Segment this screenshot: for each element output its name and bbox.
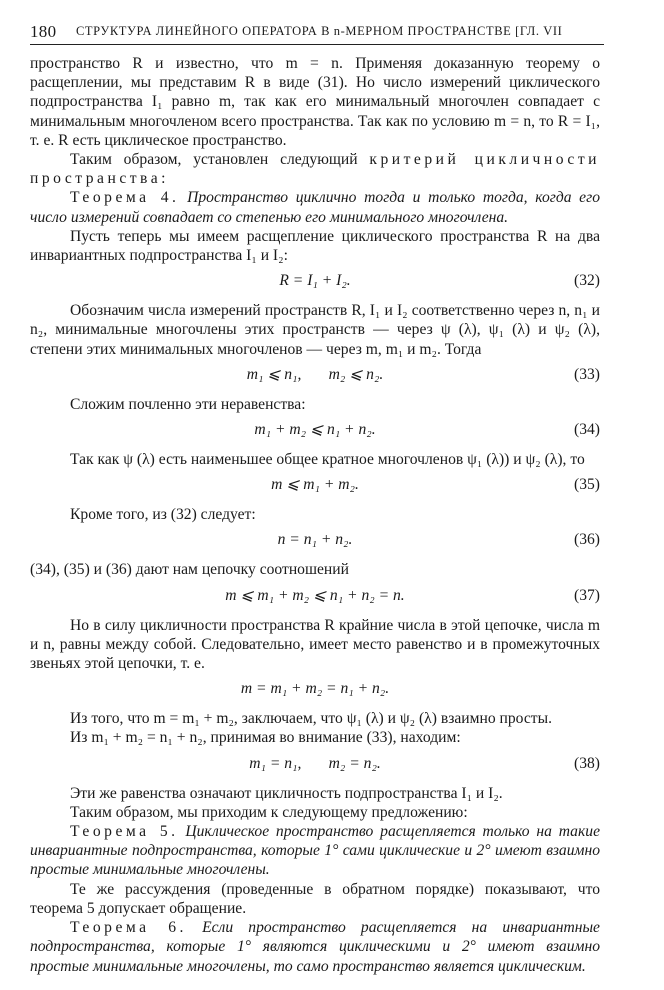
paragraph-9: Но в силу цикличности пространства R крайние числа в этой цепочке, числа m и n, равны между собой. Следовательно, имеет место равенство и в промежуточных звеньях этой цепочки, т. е. xyxy=(30,616,600,673)
paragraph-11: Из m₁ + m₂ = n₁ + n₂, принимая во внимание (33), находим: xyxy=(70,729,461,747)
paragraph-14: Те же рассуждения (проведенные в обратном порядке) показывают, что теорема 5 допускает обращение. xyxy=(30,880,600,917)
equation-number: (33) xyxy=(574,365,600,383)
paragraph-12: Эти же равенства означают цикличность подпространства I₁ и I₂. xyxy=(70,784,503,802)
header-rule xyxy=(30,44,604,45)
paragraph-13: Таким образом, мы приходим к следующему предложению: xyxy=(70,803,468,821)
equation-36 xyxy=(30,528,600,554)
equation-formula: m₁ ⩽ n₁, m₂ ⩽ n₂. xyxy=(246,365,384,383)
theorem-4-label: Теорема 4. xyxy=(70,189,180,207)
paragraph-1: пространство R и известно, что m = n. Применяя доказанную теорему о расщеплении, мы представим R в виде (31). Но число измерений циклического подпространства I₁ равно m, так как его минимальный многочлен совпадает с минимальным многочленом всего пространства. Так как по условию m = n, то R = I₁, т. е. R есть циклическое пространство. xyxy=(30,55,600,149)
equation-formula: m₁ + m₂ ⩽ n₁ + n₂. xyxy=(254,421,376,439)
paragraph-6: Так как ψ (λ) есть наименьшее общее кратное многочленов ψ₁ (λ)) и ψ₂ (λ), то xyxy=(70,451,585,469)
spaced-emphasis: критерий цикличности пространства xyxy=(30,151,600,188)
paragraph-2: Таким образом, установлен следующий критерий цикличности пространства: xyxy=(30,151,600,188)
theorem-4 xyxy=(30,188,600,226)
theorem-5-label: Теорема 5. xyxy=(70,823,179,841)
page-number: 180 xyxy=(30,22,57,41)
equation-number: (35) xyxy=(574,476,600,494)
equation-number: (34) xyxy=(574,421,600,439)
theorem-5 xyxy=(30,822,600,880)
theorem-4-text: Пространство циклично тогда и только тогда, когда его число измерений совпадает со степенью его минимального многочлена. xyxy=(30,189,600,226)
paragraph-4: Обозначим числа измерений пространств R, I₁ и I₂ соответственно через n, n₁ и n₂, минимальные многочлены этих пространств — через ψ (λ), ψ₁ (λ) и ψ₂ (λ), степени этих минимальных многочленов — через m, m₁ и m₂. Тогда xyxy=(30,302,600,358)
equation-formula: m₁ = n₁, m₂ = n₂. xyxy=(249,754,381,772)
page-body xyxy=(30,54,600,976)
equation-number: (32) xyxy=(574,272,600,290)
equation-formula: m ⩽ m₁ + m₂. xyxy=(271,476,359,494)
equation-formula: R = I₁ + I₂. xyxy=(279,272,351,290)
theorem-6-text: Если пространство расщепляется на инвариантные подпространства, которые 1° являются циклическими и 2° имеют взаимно простые минимальные многочлены, то само пространство является циклическим. xyxy=(30,919,600,975)
equation-unnumbered xyxy=(30,677,600,703)
equation-number: (37) xyxy=(574,586,600,604)
equation-33 xyxy=(30,363,600,389)
equation-32 xyxy=(30,269,600,295)
equation-37 xyxy=(30,584,600,610)
theorem-6 xyxy=(30,918,600,976)
paragraph-8: (34), (35) и (36) дают нам цепочку соотношений xyxy=(30,561,349,579)
equation-formula: n = n₁ + n₂. xyxy=(277,531,353,549)
running-title: СТРУКТУРА ЛИНЕЙНОГО ОПЕРАТОРА В n-МЕРНОМ ПРОСТРАНСТВЕ [ГЛ. VII xyxy=(76,24,563,38)
equation-34 xyxy=(30,418,600,444)
equation-formula: m ⩽ m₁ + m₂ ⩽ n₁ + n₂ = n. xyxy=(225,586,405,604)
theorem-6-label: Теорема 6. xyxy=(70,919,187,937)
paragraph-7: Кроме того, из (32) следует: xyxy=(70,506,256,524)
equation-number: (38) xyxy=(574,754,600,772)
equation-38 xyxy=(30,752,600,778)
theorem-5-text: Циклическое пространство расщепляется только на такие инвариантные подпространства, которые 1° сами циклические и 2° имеют взаимно простые минимальные многочлены. xyxy=(30,823,600,879)
book-page xyxy=(30,22,600,975)
equation-number: (36) xyxy=(574,531,600,549)
paragraph-3: Пусть теперь мы имеем расщепление циклического пространства R на два инвариантных подпространства I₁ и I₂: xyxy=(30,227,600,265)
page-header xyxy=(30,22,600,44)
paragraph-5: Сложим почленно эти неравенства: xyxy=(70,395,306,413)
equation-formula: m = m₁ + m₂ = n₁ + n₂. xyxy=(240,680,390,698)
paragraph-10: Из того, что m = m₁ + m₂, заключаем, что ψ₁ (λ) и ψ₂ (λ) взаимно просты. xyxy=(70,710,552,728)
equation-35 xyxy=(30,473,600,499)
